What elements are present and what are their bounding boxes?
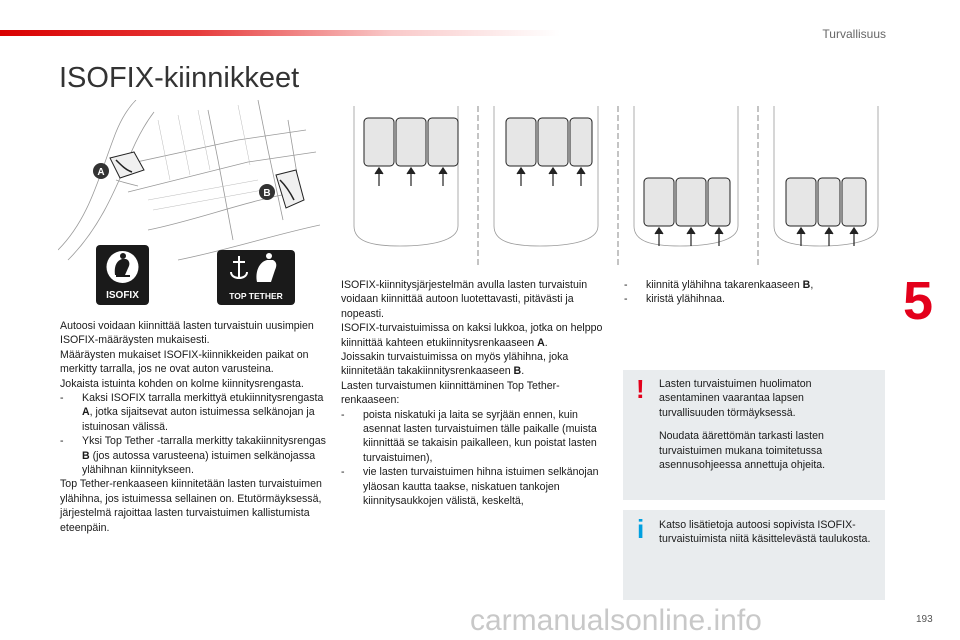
ring-label-b: B [513,365,522,378]
ring-label-b: B [82,449,90,462]
list-text: kiinnitä ylähihna takarenkaaseen [646,279,803,291]
top-tether-badge [217,250,295,305]
list-dash: - [624,279,628,291]
list-text: , jotka sijaitsevat auton istuimessa selkänojan ja istuinosan välissä. [82,406,315,433]
paragraph: Lasten turvaistumen kiinnittäminen Top Tether-renkaaseen: [341,379,560,407]
warning-paragraph: Noudata äärettömän tarkasti lasten turvaistuimen mukana toimitetussa asennusohjeessa annettuja ohjeita. [659,430,826,472]
list-dash: - [341,408,345,421]
paragraph-text: ISOFIX-turvaistuimissa on kaksi lukkoa, jotka on helppo kiinnittää kahteen etukiinnitysrenkaaseen [341,322,603,349]
info-icon: i [637,514,645,544]
child-seat-icon [96,245,149,289]
warning-text [659,377,871,472]
isofix-badge [96,245,149,305]
paragraph-text: . [544,336,548,349]
list-dash: - [60,392,64,405]
paragraph [341,321,607,350]
list-text: kiristä ylähihnaa. [646,293,725,306]
list-text: Yksi Top Tether -tarralla merkitty takakiinnitysrengas [82,435,326,448]
text-column-2 [341,278,607,509]
ring-label-a: A [537,336,545,349]
list-item [624,292,886,306]
list-dash: - [341,466,345,479]
top-tether-badge-label: TOP TETHER [229,291,283,301]
seat-drawing [58,100,320,268]
list-dash: - [624,293,628,306]
list-text: poista niskatuki ja laita se syrjään ennen, kuin asennat lasten turvaistuimen tälle paikalle (muista kiinnittää se takaisin paikalleen, kun poistat lasten turvaistuimen), [363,408,597,464]
exclamation-icon: ! [636,374,645,404]
seat-illustration [58,100,320,268]
text-column-1 [60,319,326,535]
page-title: ISOFIX-kiinnikkeet [59,62,300,94]
watermark: carmanualsonline.info [470,604,762,637]
paragraph: Autoosi voidaan kiinnittää lasten turvaistuin uusimpien ISOFIX-määräysten mukaisesti. [60,320,314,347]
list-item [341,408,607,466]
paragraph [341,350,607,379]
chapter-number: 5 [903,271,934,331]
paragraph-text: Joissakin turvaistuimissa on myös ylähihna, joka kiinnitetään takakiinnitysrenkaaseen [341,351,569,378]
list-text: vie lasten turvaistuimen hihna istuimen selkänojan yläosan kautta taakse, niskatuen tankojen kiinnitysaukkojen välistä, keskeltä, [363,466,599,508]
list-item [60,434,326,477]
paragraph: Määräysten mukaiset ISOFIX-kiinnikkeiden paikat on merkitty tarralla, jos ne ovat auton varusteina. [60,348,309,376]
ring-label-a: A [82,406,90,419]
seat-layout-drawing [340,106,900,266]
list-text: , [810,279,814,291]
list-item [341,465,607,508]
list-text: Kaksi ISOFIX tarralla merkittyä etukiinnitysrengasta [82,392,324,405]
list-dash: - [60,435,64,448]
seat-layout-diagrams [340,106,900,266]
paragraph: Jokaista istuinta kohden on kolme kiinnitysrengasta. [60,377,304,390]
section-title: Turvallisuus [822,27,886,41]
list-text: (jos autossa varusteena) istuimen selkänojassa ylähihnan kiinnitykseen. [82,449,316,477]
marker-b: B [263,188,271,199]
header-accent-bar [0,30,560,36]
info-text [659,518,871,547]
page-number: 193 [916,614,933,625]
ring-label-b: B [802,279,811,291]
isofix-badge-label: ISOFIX [106,290,139,301]
anchor-seat-icon [217,250,295,290]
list-item [60,391,326,434]
paragraph: ISOFIX-kiinnitysjärjestelmän avulla lasten turvaistuin voidaan kiinnittää autoon luotettavasti, pitävästi ja nopeasti. [341,279,588,320]
marker-a: A [97,167,105,178]
info-panel [623,510,885,600]
paragraph: Top Tether-renkaaseen kiinnitetään lasten turvaistuimen ylähihna, jos istuimessa sellainen on. Etutörmäyksessä, järjestelmä rajoittaa lasten turvaistuimen kallistumista eteenpäin. [60,478,322,534]
warning-paragraph: Lasten turvaistuimen huolimaton asentaminen vaarantaa lapsen turvallisuuden törmäyksessä. [659,378,812,419]
warning-panel [623,370,885,500]
text-column-3 [624,278,886,307]
info-paragraph: Katso lisätietoja autoosi sopivista ISOFIX-turvaistuimista niitä käsittelevästä taulukosta. [659,519,871,546]
paragraph-text: . [521,365,525,378]
list-item [624,278,886,292]
